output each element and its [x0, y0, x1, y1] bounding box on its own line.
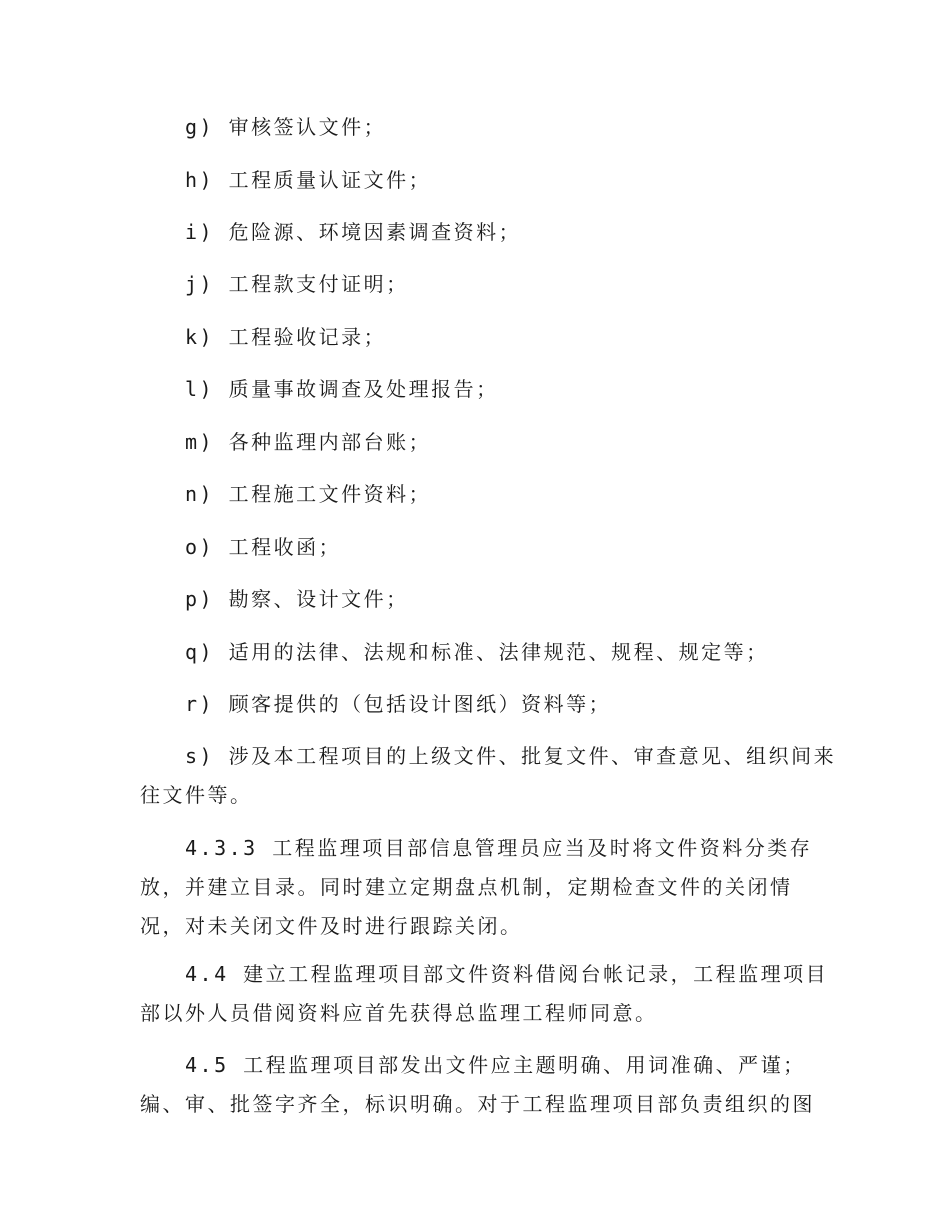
list-item-q: q) 适用的法律、法规和标准、法律规范、规程、规定等；: [185, 640, 769, 664]
section-4-5: [140, 1046, 815, 1124]
section-4-4-line-2: 部以外人员借阅资料应首先获得总监理工程师同意。: [140, 1001, 658, 1025]
list-item-s-line-1: s) 涉及本工程项目的上级文件、批复文件、审查意见、组织间来: [185, 744, 837, 768]
list-item-j: j) 工程款支付证明；: [185, 272, 409, 296]
section-4-5-line-2: 编、审、批签字齐全，标识明确。对于工程监理项目部负责组织的图: [140, 1092, 815, 1116]
section-4-3-3-line-3: 况，对未关闭文件及时进行跟踪关闭。: [140, 914, 523, 938]
list-item-m: m) 各种监理内部台账；: [185, 430, 432, 454]
list-item-r: r) 顾客提供的（包括设计图纸）资料等；: [185, 692, 612, 716]
list-item-i: i) 危险源、环境因素调查资料；: [185, 220, 522, 244]
list-item-g: g) 审核签认文件；: [185, 115, 387, 139]
list-item-l: l) 质量事故调查及处理报告；: [185, 377, 499, 401]
section-4-3-3-line-2: 放，并建立目录。同时建立定期盘点机制，定期检查文件的关闭情: [140, 875, 793, 899]
section-4-5-line-1: 4.5 工程监理项目部发出文件应主题明确、用词准确、严谨；: [185, 1053, 806, 1077]
section-4-4-line-1: 4.4 建立工程监理项目部文件资料借阅台帐记录，工程监理项目: [185, 962, 829, 986]
list-item-p: p) 勘察、设计文件；: [185, 587, 409, 611]
section-4-4: [140, 955, 829, 1033]
section-4-3-3: [140, 829, 813, 946]
list-item-n: n) 工程施工文件资料；: [185, 482, 432, 506]
list-item-o: o) 工程收函；: [185, 535, 342, 559]
list-item-k: k) 工程验收记录；: [185, 325, 387, 349]
list-item-s-line-2: 往文件等。: [140, 783, 253, 807]
list-item-s: [140, 737, 837, 815]
list-item-h: h) 工程质量认证文件；: [185, 168, 432, 192]
section-4-3-3-line-1: 4.3.3 工程监理项目部信息管理员应当及时将文件资料分类存: [185, 836, 813, 860]
